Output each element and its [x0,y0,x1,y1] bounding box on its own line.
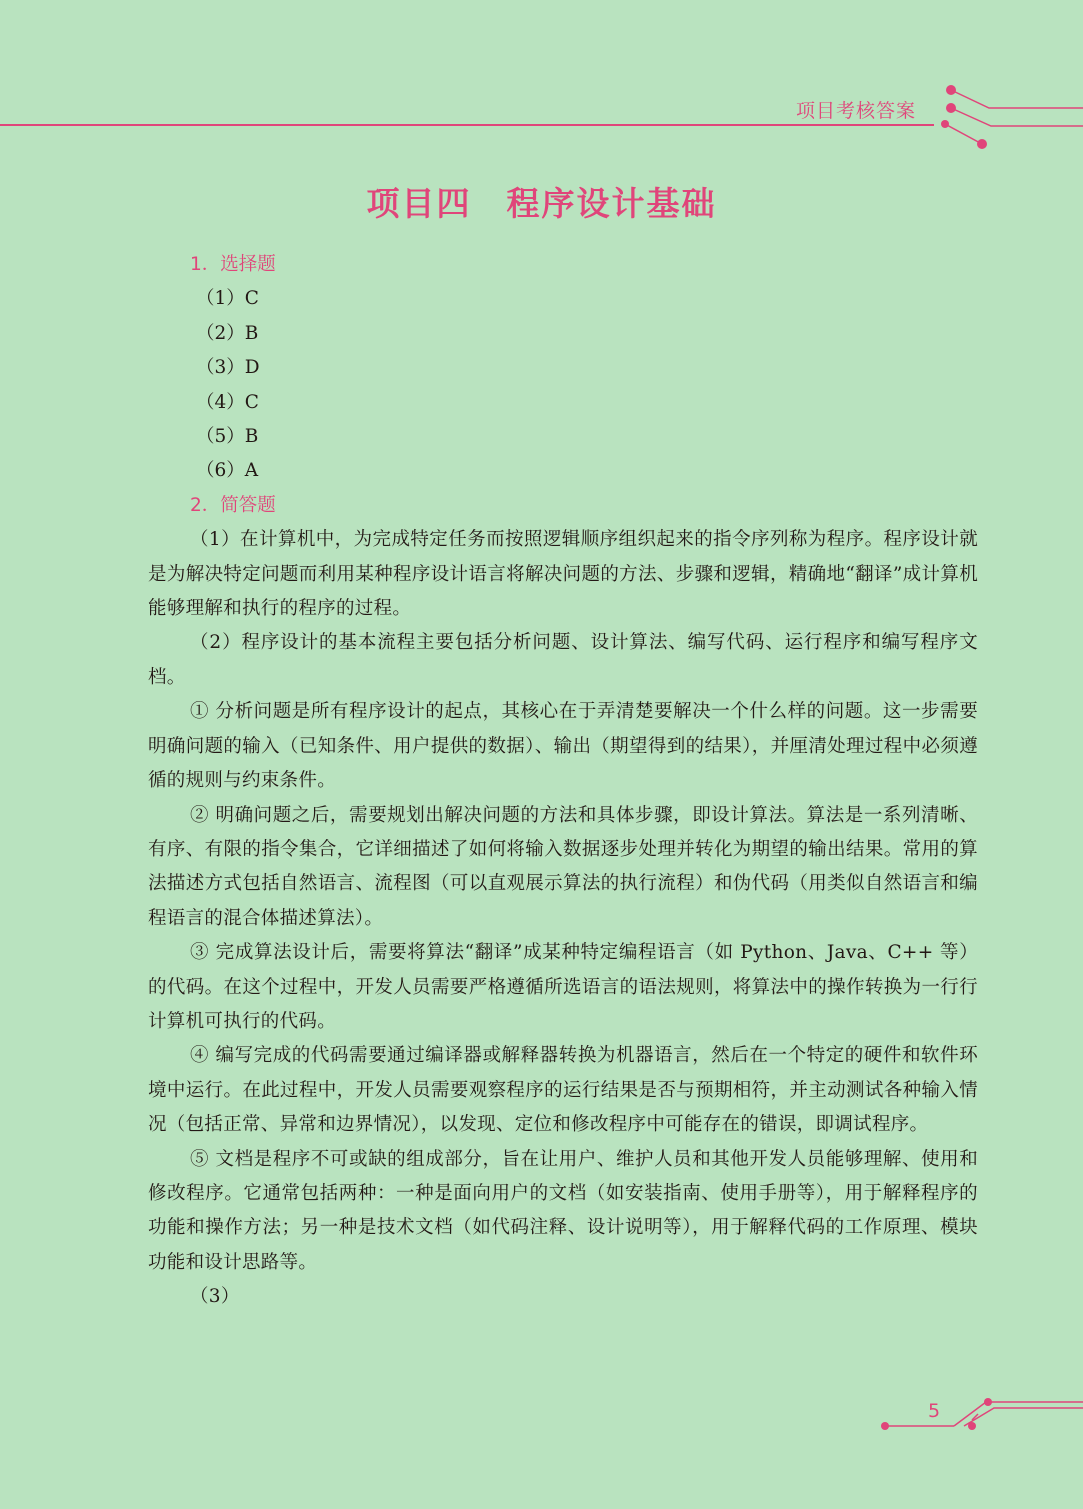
answer-paragraph: （1）在计算机中，为完成特定任务而按照逻辑顺序组织起来的指令序列称为程序。程序设计就是为解决特定问题而利用某种程序设计语言将解决问题的方法、步骤和逻辑，精确地“翻译”成计算机能够理解和执行的程序的过程。 [148,529,978,620]
answer-paragraph: ① 分析问题是所有程序设计的起点，其核心在于弄清楚要解决一个什么样的问题。这一步需要明确问题的输入（已知条件、用户提供的数据）、输出（期望得到的结果），并厘清处理过程中必须遵循的规则与约束条件。 [148,701,978,792]
section-label: 项目考核答案 [796,100,917,122]
choice-answer: （1）C [196,288,259,310]
answer-paragraph: ② 明确问题之后，需要规划出解决问题的方法和具体步骤，即设计算法。算法是一系列清晰、有序、有限的指令集合，它详细描述了如何将输入数据逐步处理并转化为期望的输出结果。常用的算法描述方式包括自然语言、流程图（可以直观展示算法的执行流程）和伪代码（用类似自然语言和编程语言的混合体描述算法）。 [148,804,978,929]
choice-answer: （2）B [196,322,259,344]
answer-paragraph: ③ 完成算法设计后，需要将算法“翻译”成某种特定编程语言（如 Python、Java、C++ 等）的代码。在这个过程中，开发人员需要严格遵循所选语言的语法规则，将算法中的操作转换为一行行计算机可执行的代码。 [148,942,978,1032]
answer-paragraph: （2）程序设计的基本流程主要包括分析问题、设计算法、编写代码、运行程序和编写程序文档。 [148,632,978,688]
circuit-decoration-icon [925,78,1083,152]
answer-content [148,248,978,1315]
section-heading-short-answer: 2．简答题 [190,494,276,516]
section-heading-choice: 1．选择题 [190,254,276,275]
choice-answer: （6）A [196,460,259,482]
answer-paragraph: ④ 编写完成的代码需要通过编译器或解释器转换为机器语言，然后在一个特定的硬件和软件环境中运行。在此过程中，开发人员需要观察程序的运行结果是否与预期相符，并主动测试各种输入情况（包括正常、异常和边界情况），以发现、定位和修改程序中可能存在的错误，即调试程序。 [148,1045,978,1136]
page-number: 5 [927,1400,941,1422]
choice-answer: （3）D [196,357,260,379]
answer-paragraph: （3） [190,1286,240,1308]
footer-circuit-decoration-icon [876,1392,1083,1436]
page-title: 项目四 程序设计基础 [366,184,717,223]
choice-answer: （5）B [196,426,259,448]
header-rule [0,124,934,126]
choice-answer: （4）C [196,391,259,413]
answer-paragraph: ⑤ 文档是程序不可或缺的组成部分，旨在让用户、维护人员和其他开发人员能够理解、使用和修改程序。它通常包括两种：一种是面向用户的文档（如安装指南、使用手册等），用于解释程序的功能和操作方法；另一种是技术文档（如代码注释、设计说明等），用于解释代码的工作原理、模块功能和设计思路等。 [148,1148,978,1273]
